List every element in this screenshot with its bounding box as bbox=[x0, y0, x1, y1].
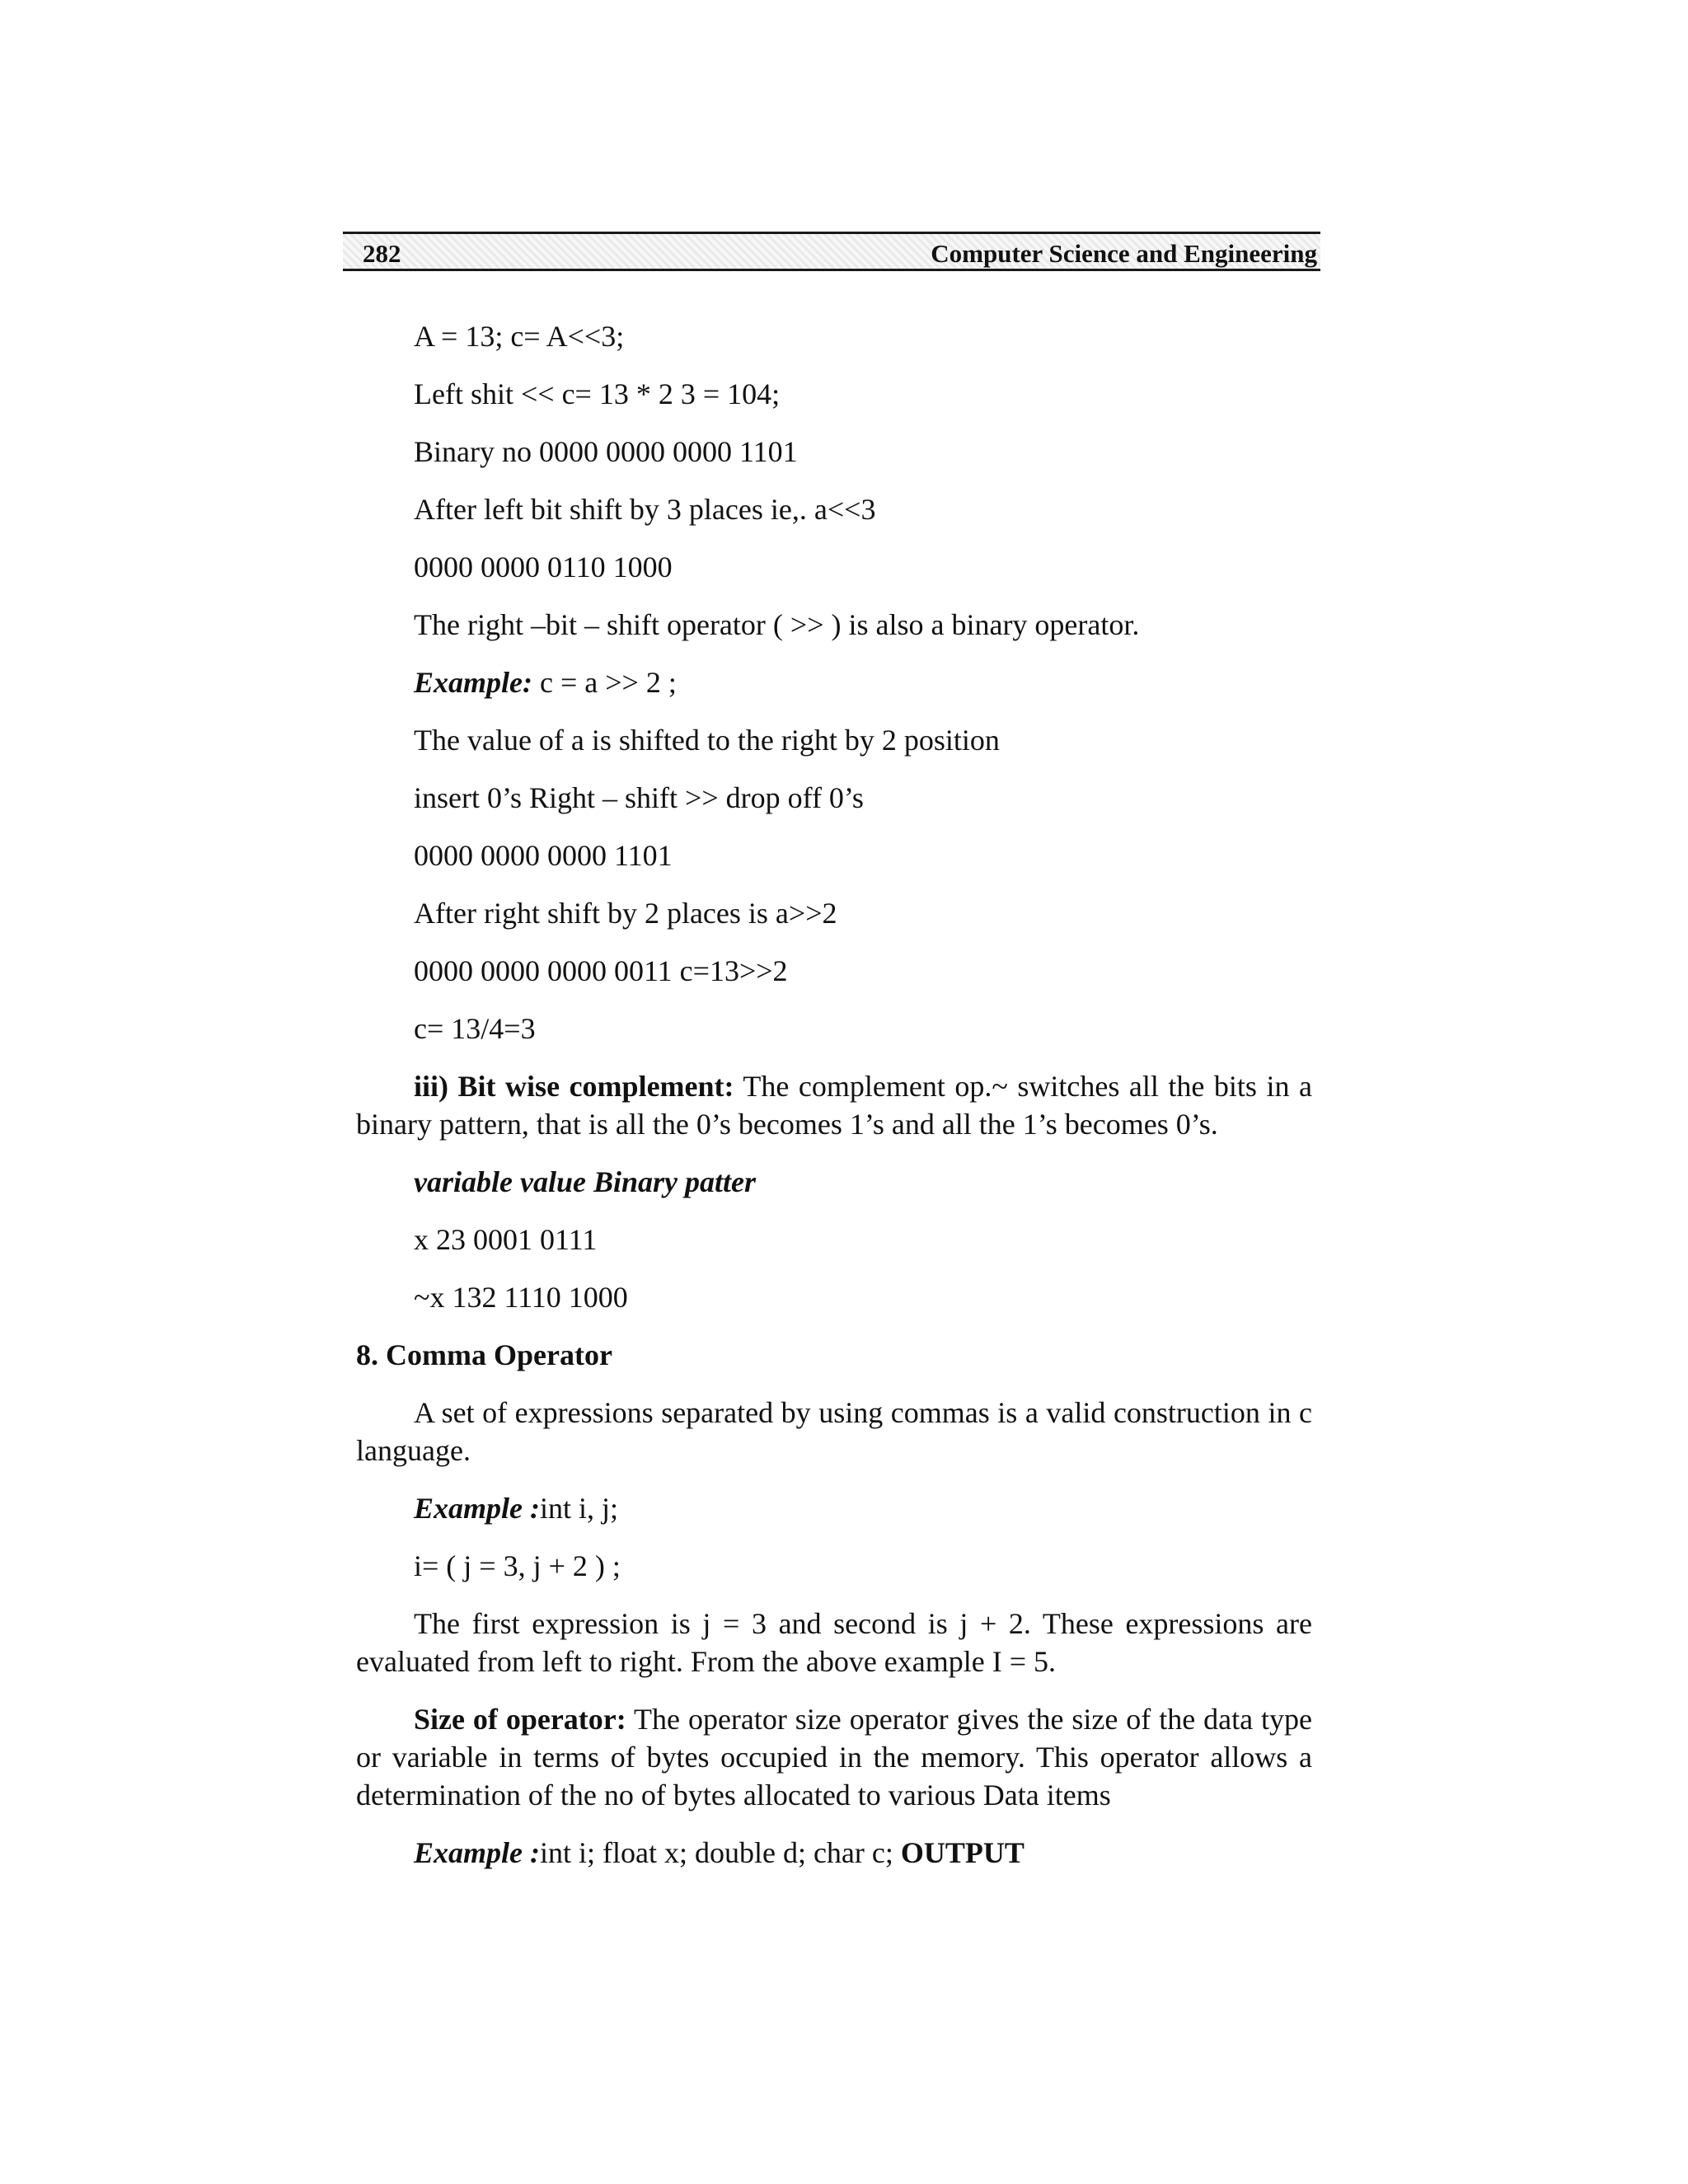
text-line: 0000 0000 0000 0011 c=13>>2 bbox=[414, 954, 788, 987]
example-code: int i; float x; double d; char c; bbox=[539, 1836, 901, 1869]
text-line: c= 13/4=3 bbox=[414, 1012, 536, 1045]
text-line: After left bit shift by 3 places ie,. a<<3 bbox=[414, 493, 876, 526]
running-title: Computer Science and Engineering bbox=[931, 239, 1317, 268]
text-line: 0000 0000 0110 1000 bbox=[414, 551, 673, 583]
example-line bbox=[356, 1834, 1312, 1872]
text-line: The right –bit – shift operator ( >> ) is also a binary operator. bbox=[414, 608, 1140, 641]
text-line: After right shift by 2 places is a>>2 bbox=[414, 897, 837, 930]
example-line bbox=[356, 1489, 1312, 1527]
sizeof-label: Size of operator: bbox=[414, 1703, 626, 1736]
sizeof-paragraph bbox=[356, 1700, 1312, 1814]
example-label: Example : bbox=[414, 1836, 540, 1869]
complement-text: The complement op.~ switches all the bits in a binary pattern, that is all the 0’s becomes 1’s and all the 1’s becomes 0’s. bbox=[356, 1070, 1312, 1141]
text-line: 0000 0000 0000 1101 bbox=[414, 839, 673, 872]
page-body bbox=[356, 317, 1312, 1891]
page-number: 282 bbox=[363, 239, 401, 268]
complement-row: ~x 132 1110 1000 bbox=[414, 1281, 628, 1314]
text-line: The value of a is shifted to the right by 2 position bbox=[414, 724, 1000, 757]
comma-explanation: The first expression is j = 3 and second is j + 2. These expressions are evaluated from left to right. From the above example I = 5. bbox=[356, 1607, 1312, 1678]
text-line: insert 0’s Right – shift >> drop off 0’s bbox=[414, 781, 864, 814]
example-label: Example : bbox=[414, 1492, 540, 1525]
comma-paragraph: A set of expressions separated by using commas is a valid construction in c language. bbox=[356, 1396, 1312, 1467]
complement-table-header: variable value Binary patter bbox=[414, 1165, 756, 1198]
sizeof-text: The operator size operator gives the size of the data type or variable in terms of bytes occupied in the memory. This operator allows a determination of the no of bytes allocated to various Data items bbox=[356, 1703, 1312, 1811]
complement-label: iii) Bit wise complement: bbox=[414, 1070, 734, 1103]
example-label: Example: bbox=[414, 666, 532, 699]
section-heading: 8. Comma Operator bbox=[356, 1338, 612, 1371]
complement-row: x 23 0001 0111 bbox=[414, 1223, 598, 1256]
complement-paragraph bbox=[356, 1067, 1312, 1143]
code-line: i= ( j = 3, j + 2 ) ; bbox=[414, 1549, 621, 1582]
example-line bbox=[356, 663, 1312, 701]
example-code: int i, j; bbox=[539, 1492, 618, 1525]
text-line: Left shit << c= 13 * 2 3 = 104; bbox=[414, 377, 781, 410]
running-header bbox=[343, 232, 1320, 271]
example-code: c = a >> 2 ; bbox=[532, 666, 677, 699]
text-line: Binary no 0000 0000 0000 1101 bbox=[414, 435, 798, 468]
text-line: A = 13; c= A<<3; bbox=[414, 320, 625, 353]
output-label: OUTPUT bbox=[900, 1836, 1025, 1869]
